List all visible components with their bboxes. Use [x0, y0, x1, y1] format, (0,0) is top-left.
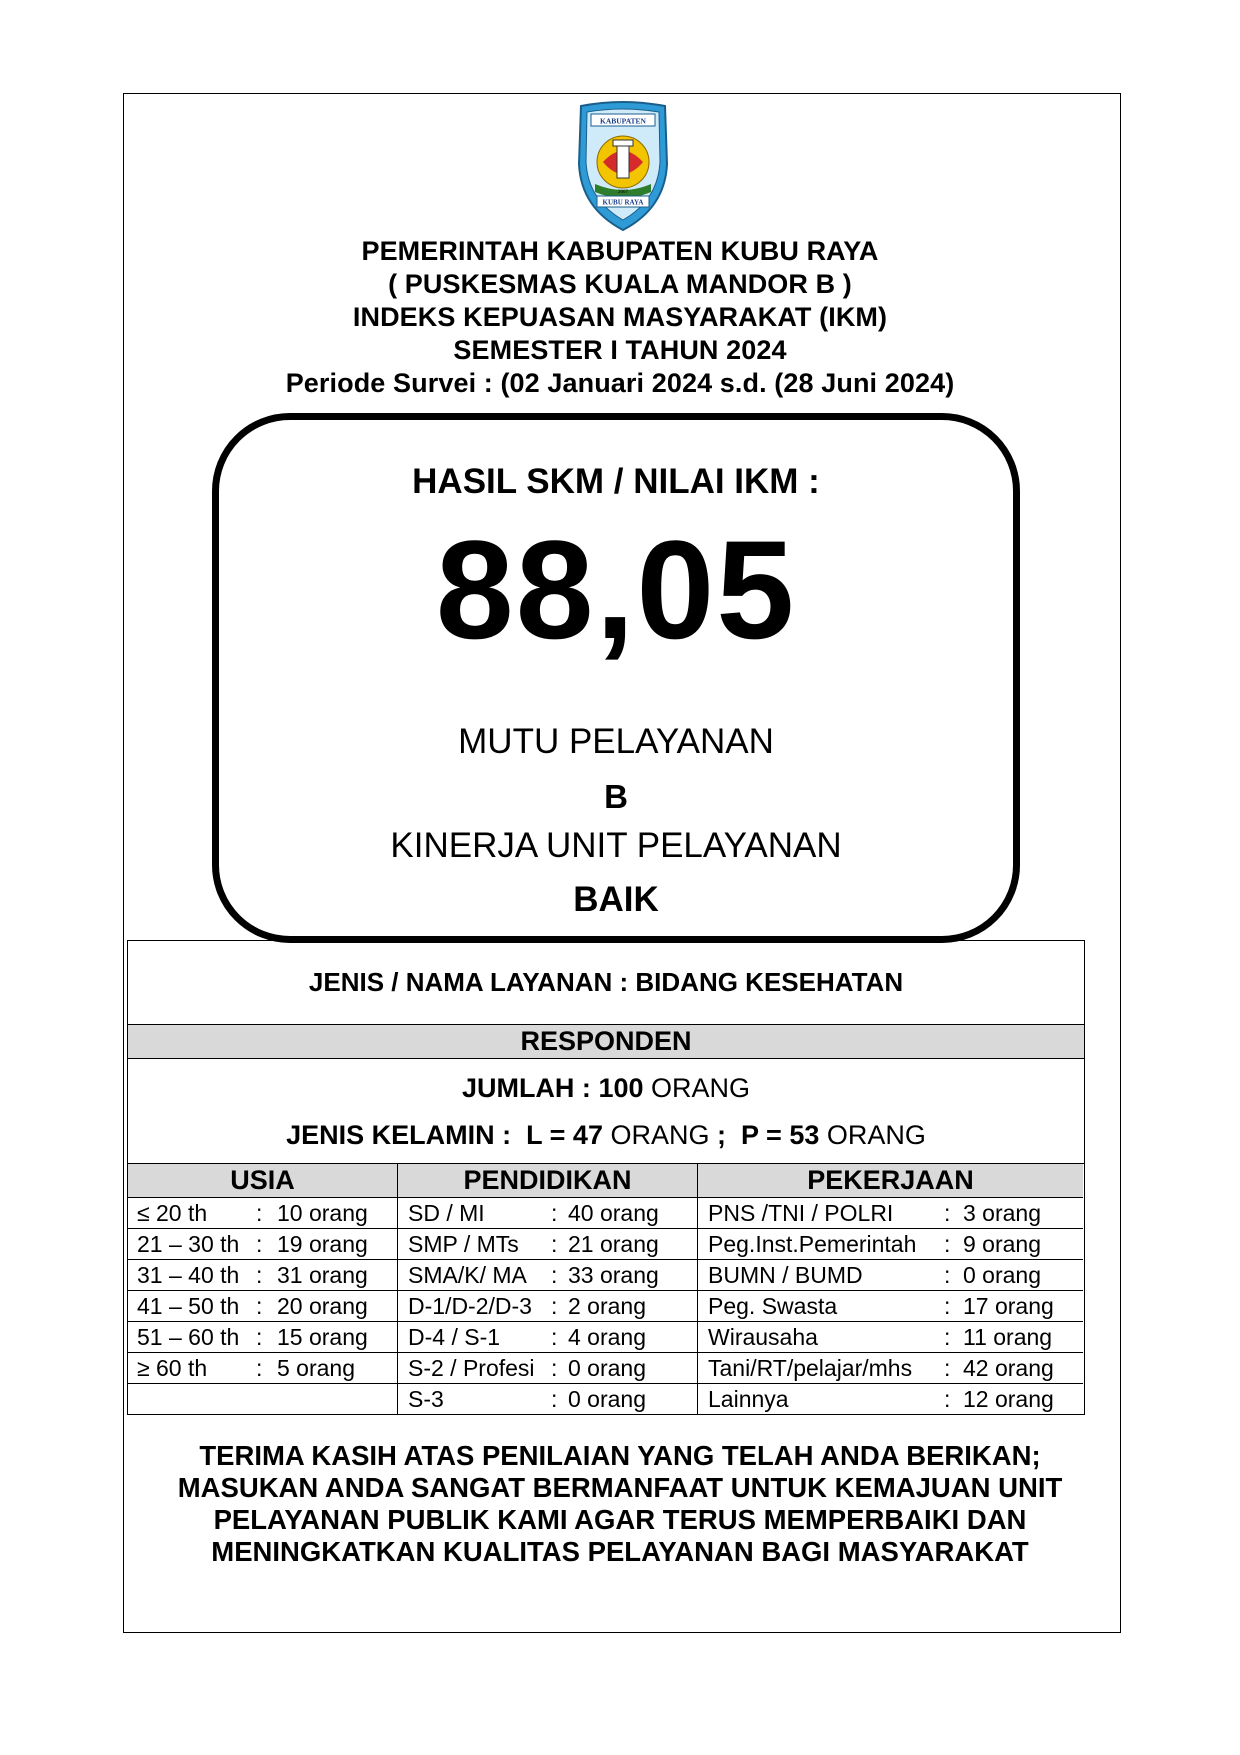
header-ikm-title: INDEKS KEPUASAN MASYARAKAT (IKM)	[352, 302, 888, 332]
age-count: 20 orang	[277, 1293, 368, 1319]
female-count: P = 53	[741, 1120, 820, 1150]
occupation-count: 9 orang	[963, 1231, 1042, 1257]
education-label: D-1/D-2/D-3	[408, 1293, 532, 1319]
education-row	[398, 1291, 697, 1322]
age-count: 31 orang	[277, 1262, 368, 1288]
respondent-total	[128, 1073, 1084, 1104]
male-count: L = 47	[526, 1120, 603, 1150]
header-government: PEMERINTAH KABUPATEN KUBU RAYA	[361, 236, 879, 266]
thank-you-line: PELAYANAN PUBLIK KAMI AGAR TERUS MEMPERBAIKI DAN	[213, 1504, 1027, 1535]
service-quality-grade: B	[604, 778, 628, 815]
colon-separator: :	[256, 1262, 263, 1288]
male-unit: ORANG	[610, 1120, 710, 1150]
total-label: JUMLAH :	[461, 1073, 591, 1103]
respondent-gender	[128, 1120, 1084, 1151]
education-header: PENDIDIKAN	[398, 1164, 697, 1198]
education-row	[398, 1198, 697, 1229]
performance-value: BAIK	[573, 880, 659, 919]
education-row	[398, 1260, 697, 1291]
thank-you-message	[0, 1440, 1240, 1568]
gender-label: JENIS KELAMIN :	[286, 1120, 512, 1150]
occupation-row	[698, 1260, 1083, 1291]
colon-separator: :	[256, 1355, 263, 1381]
age-row	[128, 1198, 397, 1229]
age-row	[128, 1322, 397, 1353]
education-row	[398, 1384, 697, 1414]
header-semester: SEMESTER I TAHUN 2024	[453, 335, 787, 365]
occupation-label: BUMN / BUMD	[708, 1262, 863, 1288]
total-unit: ORANG	[651, 1073, 751, 1103]
colon-separator: :	[551, 1355, 558, 1381]
score-box	[212, 413, 1020, 943]
colon-separator: :	[944, 1262, 951, 1288]
occupation-label: Lainnya	[708, 1386, 789, 1412]
colon-separator: :	[256, 1293, 263, 1319]
education-count: 33 orang	[568, 1262, 659, 1288]
education-row	[398, 1322, 697, 1353]
occupation-row	[698, 1353, 1083, 1384]
colon-separator: :	[256, 1200, 263, 1226]
education-count: 4 orang	[568, 1324, 647, 1350]
education-label: D-4 / S-1	[408, 1324, 501, 1350]
occupation-row	[698, 1198, 1083, 1229]
colon-separator: :	[944, 1324, 951, 1350]
education-count: 0 orang	[568, 1386, 647, 1412]
occupation-header: PEKERJAAN	[698, 1164, 1083, 1198]
age-row	[128, 1229, 397, 1260]
colon-separator: :	[944, 1355, 951, 1381]
respondent-table	[127, 940, 1085, 1415]
education-label: S-3	[408, 1386, 444, 1412]
age-label: 41 – 50 th	[137, 1293, 240, 1319]
thank-you-line: MENINGKATKAN KUALITAS PELAYANAN BAGI MASYARAKAT	[211, 1536, 1029, 1567]
education-count: 2 orang	[568, 1293, 647, 1319]
age-row	[128, 1353, 397, 1384]
colon-separator: :	[944, 1293, 951, 1319]
education-label: S-2 / Profesi	[408, 1355, 535, 1381]
colon-separator: :	[551, 1386, 558, 1412]
respondent-summary	[128, 1059, 1084, 1164]
colon-separator: :	[256, 1324, 263, 1350]
education-row	[398, 1229, 697, 1260]
occupation-column	[697, 1164, 1083, 1414]
education-row	[398, 1353, 697, 1384]
age-count: 10 orang	[277, 1200, 368, 1226]
education-column	[397, 1164, 697, 1414]
respondent-heading: RESPONDEN	[128, 1025, 1084, 1059]
age-label: ≥ 60 th	[137, 1355, 208, 1381]
emblem-top-text: KABUPATEN	[600, 116, 646, 126]
colon-separator: :	[944, 1386, 951, 1412]
occupation-label: Peg. Swasta	[708, 1293, 838, 1319]
demographics-grid	[128, 1164, 1084, 1414]
age-label: 21 – 30 th	[137, 1231, 240, 1257]
occupation-count: 11 orang	[963, 1324, 1053, 1350]
age-column	[128, 1164, 397, 1414]
age-row	[128, 1260, 397, 1291]
gender-separator: ;	[717, 1120, 727, 1150]
occupation-label: Tani/RT/pelajar/mhs	[708, 1355, 913, 1381]
performance-label: KINERJA UNIT PELAYANAN	[390, 826, 842, 865]
kabupaten-kubu-raya-emblem	[573, 100, 673, 234]
colon-separator: :	[551, 1200, 558, 1226]
age-count: 15 orang	[277, 1324, 368, 1350]
education-label: SD / MI	[408, 1200, 485, 1226]
female-unit: ORANG	[826, 1120, 926, 1150]
age-label: 51 – 60 th	[137, 1324, 240, 1350]
total-value: 100	[598, 1073, 644, 1103]
occupation-row	[698, 1291, 1083, 1322]
emblem-bottom-text: KUBU RAYA	[602, 198, 644, 207]
occupation-count: 12 orang	[963, 1386, 1054, 1412]
occupation-row	[698, 1384, 1083, 1414]
education-label: SMA/K/ MA	[408, 1262, 527, 1288]
education-count: 0 orang	[568, 1355, 647, 1381]
colon-separator: :	[551, 1262, 558, 1288]
colon-separator: :	[944, 1231, 951, 1257]
age-label: ≤ 20 th	[137, 1200, 208, 1226]
age-count: 5 orang	[277, 1355, 356, 1381]
education-label: SMP / MTs	[408, 1231, 519, 1257]
occupation-count: 42 orang	[963, 1355, 1054, 1381]
score-title: HASIL SKM / NILAI IKM :	[412, 462, 820, 501]
occupation-row	[698, 1229, 1083, 1260]
occupation-count: 17 orang	[963, 1293, 1054, 1319]
age-count: 19 orang	[277, 1231, 368, 1257]
education-count: 40 orang	[568, 1200, 659, 1226]
colon-separator: :	[551, 1324, 558, 1350]
colon-separator: :	[551, 1293, 558, 1319]
age-row	[128, 1384, 397, 1414]
education-count: 21 orang	[568, 1231, 659, 1257]
header-period: Periode Survei : (02 Januari 2024 s.d. (28 Juni 2024)	[285, 368, 955, 398]
colon-separator: :	[551, 1231, 558, 1257]
service-quality-label: MUTU PELAYANAN	[458, 722, 774, 761]
occupation-label: Peg.Inst.Pemerintah	[708, 1231, 917, 1257]
thank-you-line: MASUKAN ANDA SANGAT BERMANFAAT UNTUK KEMAJUAN UNIT	[177, 1472, 1063, 1503]
colon-separator: :	[944, 1200, 951, 1226]
header-puskesmas: ( PUSKESMAS KUALA MANDOR B )	[388, 269, 852, 299]
service-type: JENIS / NAMA LAYANAN : BIDANG KESEHATAN	[128, 941, 1084, 1025]
age-row	[128, 1291, 397, 1322]
colon-separator: :	[256, 1231, 263, 1257]
emblem-year: 2007	[618, 190, 628, 195]
age-label: 31 – 40 th	[137, 1262, 240, 1288]
occupation-row	[698, 1322, 1083, 1353]
occupation-count: 0 orang	[963, 1262, 1042, 1288]
ikm-score-value: 88,05	[435, 511, 797, 668]
occupation-label: Wirausaha	[708, 1324, 818, 1350]
occupation-count: 3 orang	[963, 1200, 1042, 1226]
age-header: USIA	[128, 1164, 397, 1198]
thank-you-line: TERIMA KASIH ATAS PENILAIAN YANG TELAH ANDA BERIKAN;	[199, 1440, 1041, 1471]
occupation-label: PNS /TNI / POLRI	[708, 1200, 894, 1226]
